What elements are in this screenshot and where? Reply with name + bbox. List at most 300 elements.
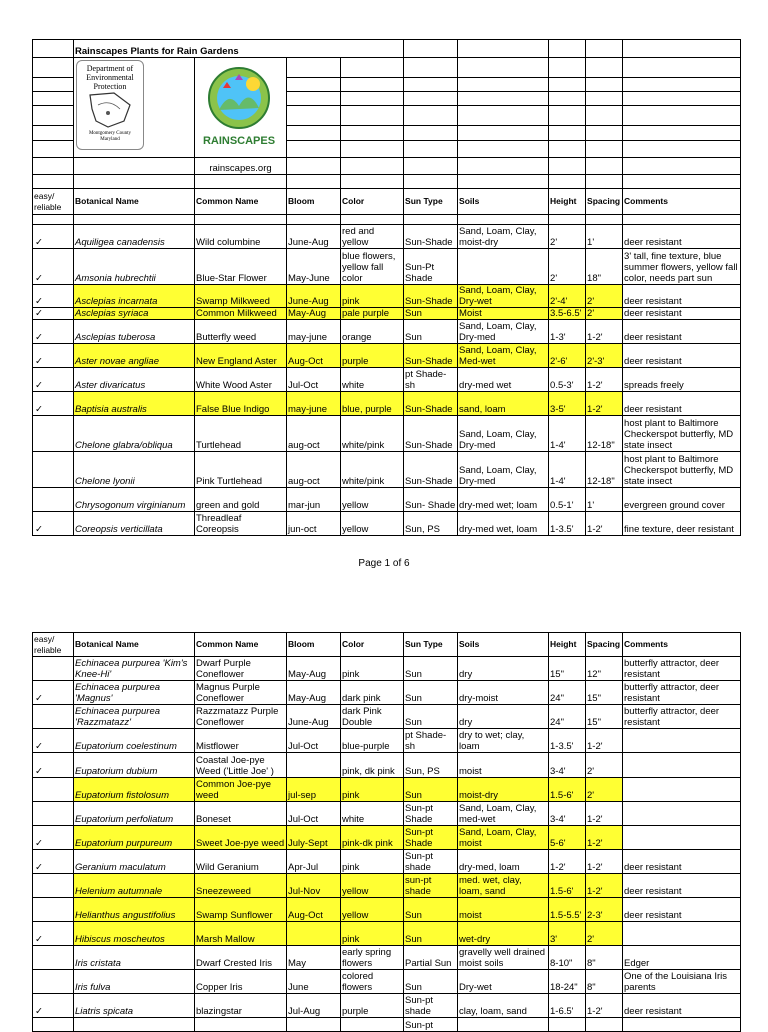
plant-botanical-cell: Echinacea purpurea 'Razzmatazz' bbox=[74, 705, 195, 729]
plant-botanical-cell: Asclepias incarnata bbox=[74, 285, 195, 308]
plant-comments-cell: Edger bbox=[623, 946, 741, 970]
plant-soils-cell: dry bbox=[458, 657, 549, 681]
plant-soils-cell: wet-dry bbox=[458, 922, 549, 946]
plant-botanical-cell: Aster divaricatus bbox=[74, 368, 195, 392]
plant-easy-cell bbox=[33, 970, 74, 994]
plant-common-cell: Magnus Purple Coneflower bbox=[195, 681, 287, 705]
plant-bloom-cell: Apr-Jul bbox=[287, 850, 341, 874]
plant-soils-cell: Sand, Loam, Clay, Dry-wet bbox=[458, 285, 549, 308]
plant-bloom-cell: May-June bbox=[287, 249, 341, 285]
plant-soils-cell: Sand, Loam, Clay, Dry-med bbox=[458, 452, 549, 488]
plant-common-cell: blazingstar bbox=[195, 994, 287, 1018]
dep-logo bbox=[76, 60, 144, 150]
plant-bloom-cell: Jul-Aug bbox=[287, 994, 341, 1018]
plant-easy-cell: ✓ bbox=[33, 344, 74, 368]
header-color: Color bbox=[341, 189, 404, 215]
plant-row bbox=[33, 898, 741, 922]
plant-spacing-cell: 2' bbox=[586, 778, 623, 802]
plant-common-cell: Swamp Sunflower bbox=[195, 898, 287, 922]
plant-botanical-cell: Echinacea purpurea 'Magnus' bbox=[74, 681, 195, 705]
plant-easy-cell bbox=[33, 452, 74, 488]
plant-height-cell: 1.5-5.5' bbox=[549, 898, 586, 922]
header-soils: Soils bbox=[458, 633, 549, 657]
plant-easy-cell bbox=[33, 1018, 74, 1032]
plant-soils-cell: gravelly well drained moist soils bbox=[458, 946, 549, 970]
plant-height-cell: 3-4' bbox=[549, 753, 586, 778]
plant-comments-cell: One of the Louisiana Iris parents bbox=[623, 970, 741, 994]
plant-common-cell bbox=[195, 1018, 287, 1032]
plant-color-cell: pink, dk pink bbox=[341, 753, 404, 778]
plant-comments-cell: deer resistant bbox=[623, 344, 741, 368]
column-header-row bbox=[33, 189, 741, 215]
plant-spacing-cell: 1-2' bbox=[586, 802, 623, 826]
plant-color-cell: yellow bbox=[341, 488, 404, 512]
plant-sun-cell: Sun-pt Shade bbox=[404, 826, 458, 850]
plant-sun-cell: Sun-Shade bbox=[404, 416, 458, 452]
plant-soils-cell: Sand, Loam, Clay, med-wet bbox=[458, 802, 549, 826]
plant-spacing-cell: 12-18" bbox=[586, 452, 623, 488]
plant-row bbox=[33, 308, 741, 320]
plant-height-cell: 3-5' bbox=[549, 392, 586, 416]
plant-easy-cell: ✓ bbox=[33, 826, 74, 850]
plant-sun-cell: Sun bbox=[404, 320, 458, 344]
plant-height-cell: 1-3.5' bbox=[549, 729, 586, 753]
plant-botanical-cell: Helianthus angustifolius bbox=[74, 898, 195, 922]
plant-comments-cell bbox=[623, 826, 741, 850]
plant-sun-cell: Sun-Shade bbox=[404, 392, 458, 416]
plant-height-cell: 1-4' bbox=[549, 452, 586, 488]
plant-bloom-cell: May-Aug bbox=[287, 681, 341, 705]
plant-sun-cell: Sun-pt Shade bbox=[404, 802, 458, 826]
plant-row bbox=[33, 802, 741, 826]
plant-spacing-cell: 1-2' bbox=[586, 850, 623, 874]
plant-row bbox=[33, 946, 741, 970]
plant-spacing-cell: 2' bbox=[586, 753, 623, 778]
plant-comments-cell: spreads freely bbox=[623, 368, 741, 392]
plant-row bbox=[33, 970, 741, 994]
plant-color-cell: pink bbox=[341, 657, 404, 681]
plant-sun-cell: pt Shade-sh bbox=[404, 729, 458, 753]
plant-spacing-cell: 1' bbox=[586, 225, 623, 249]
plant-sun-cell: Sun bbox=[404, 681, 458, 705]
rainscapes-logo-cell bbox=[195, 58, 287, 158]
plant-color-cell: white bbox=[341, 802, 404, 826]
plant-row bbox=[33, 729, 741, 753]
plant-row bbox=[33, 225, 741, 249]
plant-row bbox=[33, 826, 741, 850]
plant-botanical-cell: Amsonia hubrechtii bbox=[74, 249, 195, 285]
plant-sun-cell: Sun-Shade bbox=[404, 452, 458, 488]
plant-height-cell: 24" bbox=[549, 681, 586, 705]
header-sun-type: Sun Type bbox=[404, 633, 458, 657]
plant-bloom-cell: Jul-Oct bbox=[287, 729, 341, 753]
plant-height-cell: 18-24" bbox=[549, 970, 586, 994]
plant-bloom-cell: Aug-Oct bbox=[287, 344, 341, 368]
plant-sun-cell: Sun-pt bbox=[404, 1018, 458, 1032]
plant-soils-cell: moist-dry bbox=[458, 778, 549, 802]
plant-height-cell: 1.5-6' bbox=[549, 778, 586, 802]
header-sun-type: Sun Type bbox=[404, 189, 458, 215]
header-bloom: Bloom bbox=[287, 189, 341, 215]
plant-bloom-cell: Jul-Oct bbox=[287, 802, 341, 826]
plant-sun-cell: Sun, PS bbox=[404, 512, 458, 536]
plant-common-cell: Razzmatazz Purple Coneflower bbox=[195, 705, 287, 729]
plant-soils-cell: Sand, Loam, Clay, Dry-med bbox=[458, 320, 549, 344]
plant-bloom-cell: Aug-Oct bbox=[287, 898, 341, 922]
plant-spacing-cell: 1' bbox=[586, 488, 623, 512]
plant-easy-cell bbox=[33, 946, 74, 970]
header-height: Height bbox=[549, 633, 586, 657]
plant-easy-cell: ✓ bbox=[33, 681, 74, 705]
plant-sun-cell: sun-pt shade bbox=[404, 874, 458, 898]
plant-height-cell: 1-3' bbox=[549, 320, 586, 344]
plant-height-cell: 1-4' bbox=[549, 416, 586, 452]
plant-soils-cell bbox=[458, 1018, 549, 1032]
plant-easy-cell bbox=[33, 898, 74, 922]
plant-common-cell: Threadleaf Coreopsis bbox=[195, 512, 287, 536]
plant-color-cell: red and yellow bbox=[341, 225, 404, 249]
plant-botanical-cell: Eupatorium fistolosum bbox=[74, 778, 195, 802]
plant-easy-cell: ✓ bbox=[33, 249, 74, 285]
plant-botanical-cell: Hibiscus moscheutos bbox=[74, 922, 195, 946]
plant-comments-cell: deer resistant bbox=[623, 994, 741, 1018]
plant-row bbox=[33, 344, 741, 368]
plant-color-cell: pink bbox=[341, 850, 404, 874]
plant-table-page-1 bbox=[32, 39, 741, 536]
header-common-name: Common Name bbox=[195, 189, 287, 215]
plant-bloom-cell: may-june bbox=[287, 320, 341, 344]
plant-row bbox=[33, 320, 741, 344]
plant-botanical-cell: Chelone lyonii bbox=[74, 452, 195, 488]
plant-soils-cell: med. wet, clay, loam, sand bbox=[458, 874, 549, 898]
plant-soils-cell: moist bbox=[458, 898, 549, 922]
plant-comments-cell bbox=[623, 802, 741, 826]
plant-common-cell: Butterfly weed bbox=[195, 320, 287, 344]
plant-color-cell: yellow bbox=[341, 874, 404, 898]
plant-easy-cell bbox=[33, 778, 74, 802]
plant-spacing-cell: 1-2' bbox=[586, 729, 623, 753]
plant-spacing-cell: 1-2' bbox=[586, 368, 623, 392]
plant-botanical-cell: Geranium maculatum bbox=[74, 850, 195, 874]
plant-easy-cell: ✓ bbox=[33, 392, 74, 416]
plant-color-cell: pink bbox=[341, 778, 404, 802]
header-botanical-name: Botanical Name bbox=[74, 633, 195, 657]
plant-easy-cell: ✓ bbox=[33, 285, 74, 308]
plant-color-cell: blue flowers, yellow fall color bbox=[341, 249, 404, 285]
plant-sun-cell: Sun-Shade bbox=[404, 344, 458, 368]
dep-logo-line: Department of bbox=[86, 64, 134, 73]
plant-row bbox=[33, 368, 741, 392]
plant-spacing-cell: 8" bbox=[586, 946, 623, 970]
website-url[interactable]: rainscapes.org bbox=[195, 158, 287, 175]
plant-bloom-cell bbox=[287, 922, 341, 946]
plant-comments-cell: host plant to Baltimore Checkerspot butterfly, MD state insect bbox=[623, 416, 741, 452]
plant-comments-cell: deer resistant bbox=[623, 898, 741, 922]
plant-color-cell: purple bbox=[341, 344, 404, 368]
plant-botanical-cell: Eupatorium perfoliatum bbox=[74, 802, 195, 826]
plant-height-cell: 3-4' bbox=[549, 802, 586, 826]
plant-color-cell: white bbox=[341, 368, 404, 392]
plant-comments-cell: deer resistant bbox=[623, 285, 741, 308]
column-header-row bbox=[33, 633, 741, 657]
plant-height-cell: 1-3.5' bbox=[549, 512, 586, 536]
header-common-name: Common Name bbox=[195, 633, 287, 657]
plant-row bbox=[33, 657, 741, 681]
plant-row bbox=[33, 452, 741, 488]
plant-comments-cell: butterfly attractor, deer resistant bbox=[623, 705, 741, 729]
plant-color-cell: orange bbox=[341, 320, 404, 344]
plant-height-cell: 15" bbox=[549, 657, 586, 681]
plant-height-cell: 8-10" bbox=[549, 946, 586, 970]
plant-sun-cell: Sun bbox=[404, 970, 458, 994]
plant-soils-cell: dry-med wet; loam bbox=[458, 488, 549, 512]
plant-soils-cell: moist bbox=[458, 753, 549, 778]
plant-bloom-cell: jul-sep bbox=[287, 778, 341, 802]
plant-common-cell: Sweet Joe-pye weed bbox=[195, 826, 287, 850]
plant-row bbox=[33, 416, 741, 452]
plant-color-cell: dark Pink Double bbox=[341, 705, 404, 729]
plant-common-cell: green and gold bbox=[195, 488, 287, 512]
plant-bloom-cell: May-Aug bbox=[287, 308, 341, 320]
plant-common-cell: Marsh Mallow bbox=[195, 922, 287, 946]
plant-color-cell: yellow bbox=[341, 898, 404, 922]
plant-comments-cell: deer resistant bbox=[623, 308, 741, 320]
plant-bloom-cell: June bbox=[287, 970, 341, 994]
plant-sun-cell: Sun bbox=[404, 308, 458, 320]
plant-botanical-cell: Echinacea purpurea 'Kim's Knee-Hi' bbox=[74, 657, 195, 681]
plant-easy-cell: ✓ bbox=[33, 729, 74, 753]
plant-sun-cell: Sun-pt shade bbox=[404, 850, 458, 874]
plant-spacing-cell: 2-3' bbox=[586, 898, 623, 922]
plant-row bbox=[33, 681, 741, 705]
plant-sun-cell: Sun- Shade bbox=[404, 488, 458, 512]
plant-comments-cell bbox=[623, 753, 741, 778]
plant-row bbox=[33, 1018, 741, 1032]
plant-soils-cell: Sand, Loam, Clay, Med-wet bbox=[458, 344, 549, 368]
plant-color-cell bbox=[341, 1018, 404, 1032]
plant-bloom-cell: June-Aug bbox=[287, 285, 341, 308]
plant-spacing-cell: 8" bbox=[586, 970, 623, 994]
plant-sun-cell: Sun bbox=[404, 657, 458, 681]
plant-height-cell: 2'-4' bbox=[549, 285, 586, 308]
plant-color-cell: blue-purple bbox=[341, 729, 404, 753]
plant-common-cell: Wild Geranium bbox=[195, 850, 287, 874]
dep-logo-footer: Maryland bbox=[100, 137, 120, 142]
plant-comments-cell: fine texture, deer resistant bbox=[623, 512, 741, 536]
plant-height-cell: 2'-6' bbox=[549, 344, 586, 368]
plant-bloom-cell: aug-oct bbox=[287, 452, 341, 488]
plant-common-cell: Boneset bbox=[195, 802, 287, 826]
plant-easy-cell bbox=[33, 657, 74, 681]
plant-bloom-cell: July-Sept bbox=[287, 826, 341, 850]
plant-common-cell: Common Joe-pye weed bbox=[195, 778, 287, 802]
plant-common-cell: Blue-Star Flower bbox=[195, 249, 287, 285]
plant-soils-cell: dry-med, loam bbox=[458, 850, 549, 874]
dep-logo-line: Environmental bbox=[86, 73, 134, 82]
plant-spacing-cell: 1-2' bbox=[586, 512, 623, 536]
plant-sun-cell: Sun bbox=[404, 705, 458, 729]
plant-comments-cell bbox=[623, 1018, 741, 1032]
plant-common-cell: Copper Iris bbox=[195, 970, 287, 994]
plant-soils-cell: dry to wet; clay, loam bbox=[458, 729, 549, 753]
plant-bloom-cell: may-june bbox=[287, 392, 341, 416]
plant-botanical-cell: Aquiligea canadensis bbox=[74, 225, 195, 249]
plant-easy-cell bbox=[33, 488, 74, 512]
plant-row bbox=[33, 705, 741, 729]
plant-bloom-cell: aug-oct bbox=[287, 416, 341, 452]
plant-soils-cell: Dry-wet bbox=[458, 970, 549, 994]
plant-bloom-cell: May-Aug bbox=[287, 657, 341, 681]
plant-spacing-cell: 15" bbox=[586, 681, 623, 705]
plant-bloom-cell: June-Aug bbox=[287, 225, 341, 249]
plant-height-cell: 5-6' bbox=[549, 826, 586, 850]
plant-spacing-cell: 1-2' bbox=[586, 320, 623, 344]
plant-sun-cell: Sun bbox=[404, 898, 458, 922]
plant-botanical-cell: Eupatorium purpureum bbox=[74, 826, 195, 850]
plant-easy-cell bbox=[33, 874, 74, 898]
plant-spacing-cell: 15" bbox=[586, 705, 623, 729]
plant-spacing-cell: 12" bbox=[586, 657, 623, 681]
plant-bloom-cell: mar-jun bbox=[287, 488, 341, 512]
plant-common-cell: White Wood Aster bbox=[195, 368, 287, 392]
plant-bloom-cell: Jul-Nov bbox=[287, 874, 341, 898]
plant-common-cell: Swamp Milkweed bbox=[195, 285, 287, 308]
plant-botanical-cell: Eupatorium dubium bbox=[74, 753, 195, 778]
plant-common-cell: Mistflower bbox=[195, 729, 287, 753]
plant-soils-cell: Sand, Loam, Clay, moist-dry bbox=[458, 225, 549, 249]
header-height: Height bbox=[549, 189, 586, 215]
plant-sun-cell: Sun-Pt Shade bbox=[404, 249, 458, 285]
plant-row bbox=[33, 753, 741, 778]
plant-easy-cell: ✓ bbox=[33, 320, 74, 344]
plant-soils-cell bbox=[458, 249, 549, 285]
maryland-map-icon bbox=[84, 91, 136, 129]
header-color: Color bbox=[341, 633, 404, 657]
plant-soils-cell: Moist bbox=[458, 308, 549, 320]
plant-height-cell: 1-6.5' bbox=[549, 994, 586, 1018]
plant-soils-cell: dry-med wet bbox=[458, 368, 549, 392]
plant-comments-cell: butterfly attractor, deer resistant bbox=[623, 681, 741, 705]
cell bbox=[33, 40, 74, 58]
plant-common-cell: Coastal Joe-pye Weed ('Little Joe' ) bbox=[195, 753, 287, 778]
plant-botanical-cell: Liatris spicata bbox=[74, 994, 195, 1018]
plant-row bbox=[33, 922, 741, 946]
rainscapes-logo-text: RAINSCAPES bbox=[202, 135, 276, 147]
plant-sun-cell: Sun-Shade bbox=[404, 225, 458, 249]
plant-botanical-cell: Iris cristata bbox=[74, 946, 195, 970]
plant-color-cell: colored flowers bbox=[341, 970, 404, 994]
plant-comments-cell: deer resistant bbox=[623, 392, 741, 416]
plant-easy-cell: ✓ bbox=[33, 994, 74, 1018]
header-soils: Soils bbox=[458, 189, 549, 215]
rainscapes-logo-icon bbox=[195, 58, 287, 154]
plant-row bbox=[33, 994, 741, 1018]
plant-height-cell: 3' bbox=[549, 922, 586, 946]
plant-sun-cell: Partial Sun bbox=[404, 946, 458, 970]
plant-row bbox=[33, 285, 741, 308]
plant-soils-cell: clay, loam, sand bbox=[458, 994, 549, 1018]
plant-bloom-cell: Jul-Oct bbox=[287, 368, 341, 392]
plant-bloom-cell: jun-oct bbox=[287, 512, 341, 536]
plant-botanical-cell: Helenium autumnale bbox=[74, 874, 195, 898]
plant-height-cell: 3.5-6.5' bbox=[549, 308, 586, 320]
plant-color-cell: pink bbox=[341, 285, 404, 308]
plant-soils-cell: Sand, Loam, Clay, moist bbox=[458, 826, 549, 850]
plant-spacing-cell: 2' bbox=[586, 922, 623, 946]
plant-height-cell: 0.5-3' bbox=[549, 368, 586, 392]
plant-height-cell: 0.5-1' bbox=[549, 488, 586, 512]
plant-spacing-cell: 2' bbox=[586, 308, 623, 320]
plant-height-cell: 2' bbox=[549, 225, 586, 249]
plant-spacing-cell bbox=[586, 1018, 623, 1032]
plant-botanical-cell: Aster novae angliae bbox=[74, 344, 195, 368]
plant-common-cell: Wild columbine bbox=[195, 225, 287, 249]
plant-common-cell: Common Milkweed bbox=[195, 308, 287, 320]
page-title: Rainscapes Plants for Rain Gardens bbox=[74, 40, 404, 58]
plant-spacing-cell: 1-2' bbox=[586, 392, 623, 416]
plant-bloom-cell bbox=[287, 753, 341, 778]
plant-easy-cell: ✓ bbox=[33, 512, 74, 536]
plant-height-cell: 1.5-6' bbox=[549, 874, 586, 898]
plant-comments-cell: deer resistant bbox=[623, 320, 741, 344]
plant-spacing-cell: 2' bbox=[586, 285, 623, 308]
plant-botanical-cell: Asclepias syriaca bbox=[74, 308, 195, 320]
plant-common-cell: False Blue Indigo bbox=[195, 392, 287, 416]
plant-table-page-2 bbox=[32, 632, 741, 1032]
plant-comments-cell: butterfly attractor, deer resistant bbox=[623, 657, 741, 681]
plant-comments-cell bbox=[623, 729, 741, 753]
plant-sun-cell: pt Shade-sh bbox=[404, 368, 458, 392]
header-spacing: Spacing bbox=[586, 189, 623, 215]
plant-common-cell: New England Aster bbox=[195, 344, 287, 368]
plant-bloom-cell: May bbox=[287, 946, 341, 970]
plant-soils-cell: Sand, Loam, Clay, Dry-med bbox=[458, 416, 549, 452]
plant-botanical-cell: Eupatorium coelestinum bbox=[74, 729, 195, 753]
plant-row bbox=[33, 850, 741, 874]
plant-botanical-cell: Baptisia australis bbox=[74, 392, 195, 416]
plant-comments-cell: evergreen ground cover bbox=[623, 488, 741, 512]
plant-comments-cell: deer resistant bbox=[623, 225, 741, 249]
plant-row bbox=[33, 778, 741, 802]
plant-row bbox=[33, 874, 741, 898]
plant-easy-cell: ✓ bbox=[33, 225, 74, 249]
header-comments: Comments bbox=[623, 189, 741, 215]
plant-comments-cell: deer resistant bbox=[623, 874, 741, 898]
plant-botanical-cell: Chelone glabra/obliqua bbox=[74, 416, 195, 452]
plant-sun-cell: Sun-pt shade bbox=[404, 994, 458, 1018]
plant-sun-cell: Sun, PS bbox=[404, 753, 458, 778]
plant-spacing-cell: 18" bbox=[586, 249, 623, 285]
header-spacing: Spacing bbox=[586, 633, 623, 657]
plant-sun-cell: Sun bbox=[404, 922, 458, 946]
plant-easy-cell: ✓ bbox=[33, 753, 74, 778]
plant-color-cell: pink bbox=[341, 922, 404, 946]
plant-spacing-cell: 12-18" bbox=[586, 416, 623, 452]
plant-common-cell: Dwarf Crested Iris bbox=[195, 946, 287, 970]
dep-logo-line: Protection bbox=[93, 82, 127, 91]
header-botanical-name: Botanical Name bbox=[74, 189, 195, 215]
plant-common-cell: Pink Turtlehead bbox=[195, 452, 287, 488]
plant-soils-cell: dry-med wet, loam bbox=[458, 512, 549, 536]
header-easy: easy/ reliable bbox=[33, 633, 74, 657]
plant-easy-cell: ✓ bbox=[33, 922, 74, 946]
plant-height-cell: 1-2' bbox=[549, 850, 586, 874]
plant-comments-cell: 3' tall, fine texture, blue summer flowers, yellow fall color, needs part sun bbox=[623, 249, 741, 285]
plant-soils-cell: dry-moist bbox=[458, 681, 549, 705]
plant-row bbox=[33, 392, 741, 416]
plant-soils-cell: sand, loam bbox=[458, 392, 549, 416]
header-bloom: Bloom bbox=[287, 633, 341, 657]
